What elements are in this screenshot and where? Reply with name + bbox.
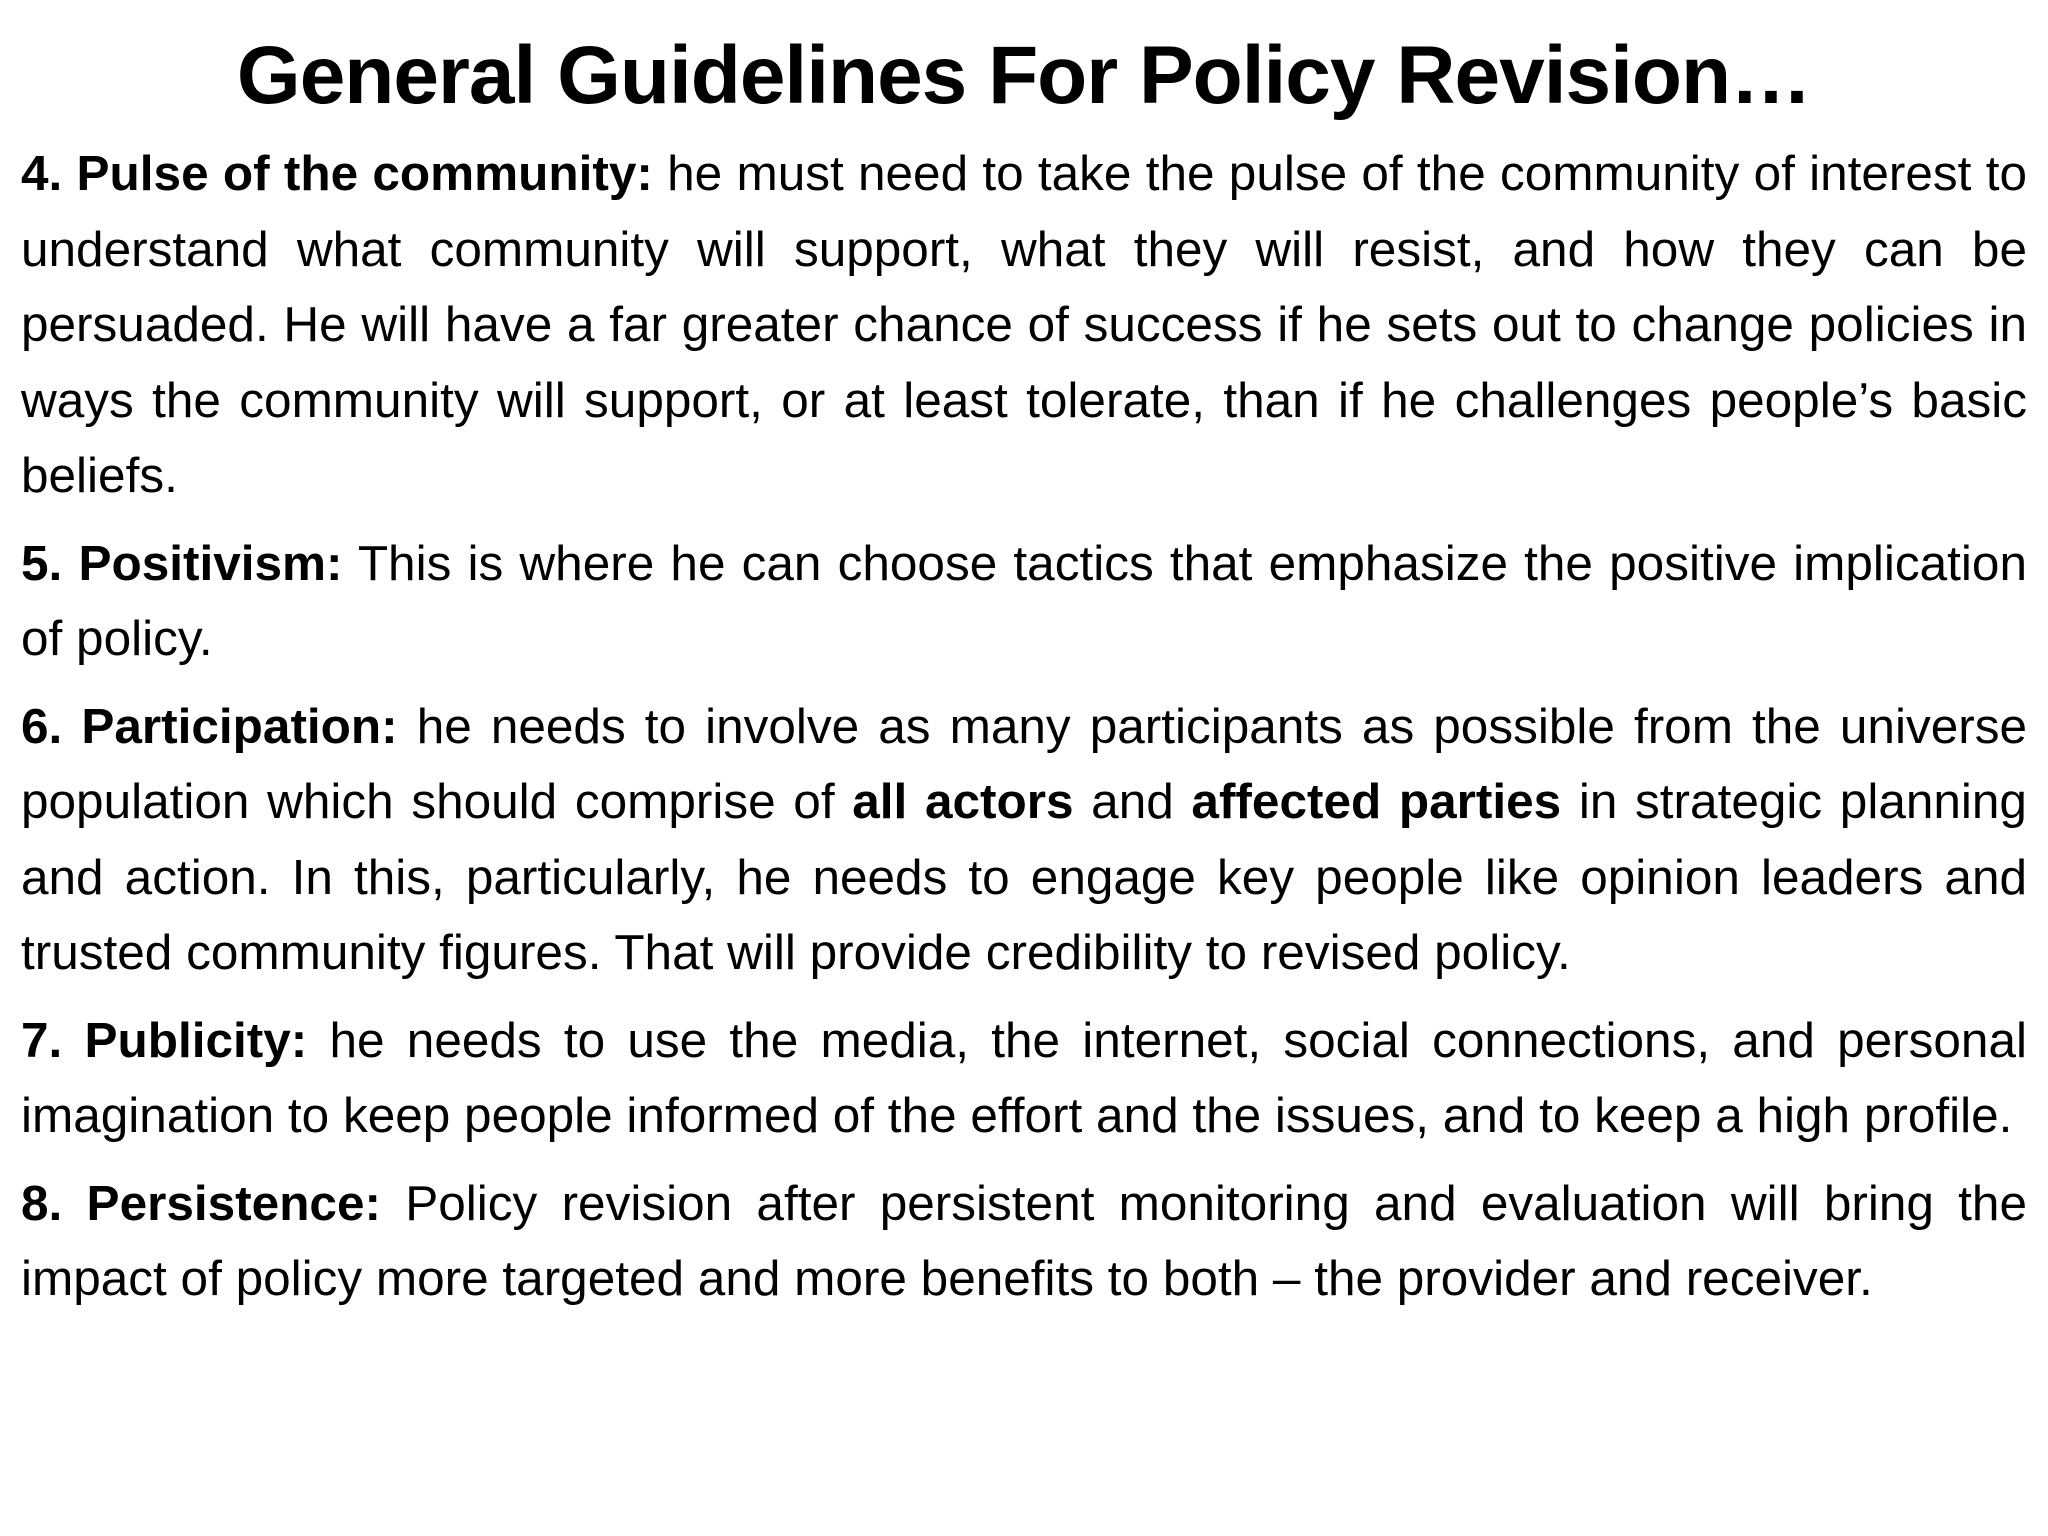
guideline-positivism <box>21 526 2027 677</box>
guideline-label: 8. Persistence: <box>21 1175 381 1231</box>
guideline-persistence <box>21 1166 2027 1317</box>
guideline-pulse-of-community <box>21 136 2027 514</box>
guideline-label: 4. Pulse of the community: <box>21 146 653 201</box>
guideline-label: 6. Participation: <box>21 698 398 754</box>
guideline-text: he needs to use the media, the internet, social connections, and personal imagination to keep people informed of the effort and the issues, and to keep a high profile. <box>21 1012 2027 1143</box>
guideline-label: 5. Positivism: <box>21 535 343 591</box>
guideline-text: This is where he can choose tactics that emphasize the positive implication of policy. <box>21 535 2027 666</box>
slide-title: General Guidelines For Policy Revision… <box>236 30 1812 121</box>
guideline-text: he needs to involve as many participants as possible from the universe population which should comprise of <box>21 698 2027 829</box>
guideline-text: Policy revision after persistent monitoring and evaluation will bring the impact of policy more targeted and more benefits to both – the provider and receiver. <box>21 1175 2027 1306</box>
guidelines-list <box>21 136 2027 1329</box>
guideline-participation <box>21 689 2027 991</box>
guideline-emphasis: affected parties <box>1191 774 1562 829</box>
guideline-text: and <box>1073 774 1192 829</box>
guideline-text: he must need to take the pulse of the community of interest to understand what community will support, what they will resist, and how they can be persuaded. He will have a far greater chance of success if he sets out to change policies in ways the community will support, or at least tolerate, than if he challenges people’s basic beliefs. <box>21 146 2027 503</box>
guideline-label: 7. Publicity: <box>21 1012 308 1068</box>
guideline-publicity <box>21 1003 2027 1154</box>
guideline-emphasis: all actors <box>852 774 1074 829</box>
guideline-text: in strategic planning and action. In this, particularly, he needs to engage key people like opinion leaders and trusted community figures. That will provide credibility to revised policy. <box>21 774 2027 980</box>
